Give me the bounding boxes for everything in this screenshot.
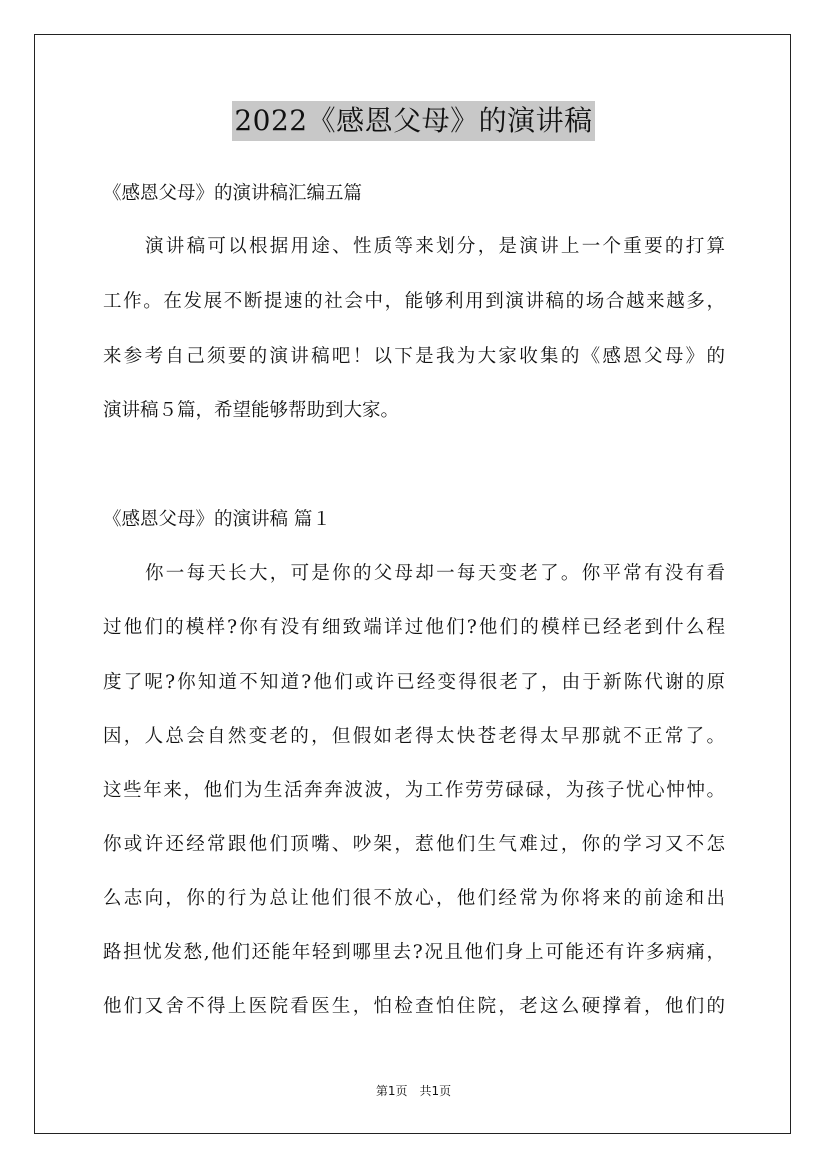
section-heading: 《感恩父母》的演讲稿 篇１ xyxy=(103,509,331,530)
body-line: 因，人总会自然变老的，但假如老得太快苍老得太早那就不正常了。 xyxy=(103,726,725,747)
intro-line: 来参考自己须要的演讲稿吧！以下是我为大家收集的《感恩父母》的 xyxy=(103,346,725,367)
title-container xyxy=(0,101,827,141)
body-line: 他们又舍不得上医院看医生，怕检查怕住院，老这么硬撑着，他们的 xyxy=(103,996,725,1017)
page-footer xyxy=(0,1082,827,1099)
body-line: 这些年来，他们为生活奔奔波波，为工作劳劳碌碌，为孩子忧心忡忡。 xyxy=(103,780,725,801)
document-title: 2022《感恩父母》的演讲稿 xyxy=(232,101,594,141)
body-line: 么志向，你的行为总让他们很不放心，他们经常为你将来的前途和出 xyxy=(103,888,725,909)
body-line: 你或许还经常跟他们顶嘴、吵架，惹他们生气难过，你的学习又不怎 xyxy=(103,834,725,855)
body-line: 路担忧发愁,他们还能年轻到哪里去?况且他们身上可能还有许多病痛， xyxy=(103,942,725,963)
subtitle: 《感恩父母》的演讲稿汇编五篇 xyxy=(103,183,363,204)
intro-line: 工作。在发展不断提速的社会中，能够利用到演讲稿的场合越来越多， xyxy=(103,291,725,312)
body-line: 你一每天长大，可是你的父母却一每天变老了。你平常有没有看 xyxy=(145,563,725,584)
intro-line: 演讲稿５篇，希望能够帮助到大家。 xyxy=(103,400,400,421)
intro-line: 演讲稿可以根据用途、性质等来划分，是演讲上一个重要的打算 xyxy=(145,236,725,257)
body-line: 度了呢?你知道不知道?他们或许已经变得很老了，由于新陈代谢的原 xyxy=(103,672,725,693)
page-number-label: 第1页 共1页 xyxy=(375,1084,452,1098)
body-line: 过他们的模样?你有没有细致端详过他们?他们的模样已经老到什么程 xyxy=(103,617,725,638)
